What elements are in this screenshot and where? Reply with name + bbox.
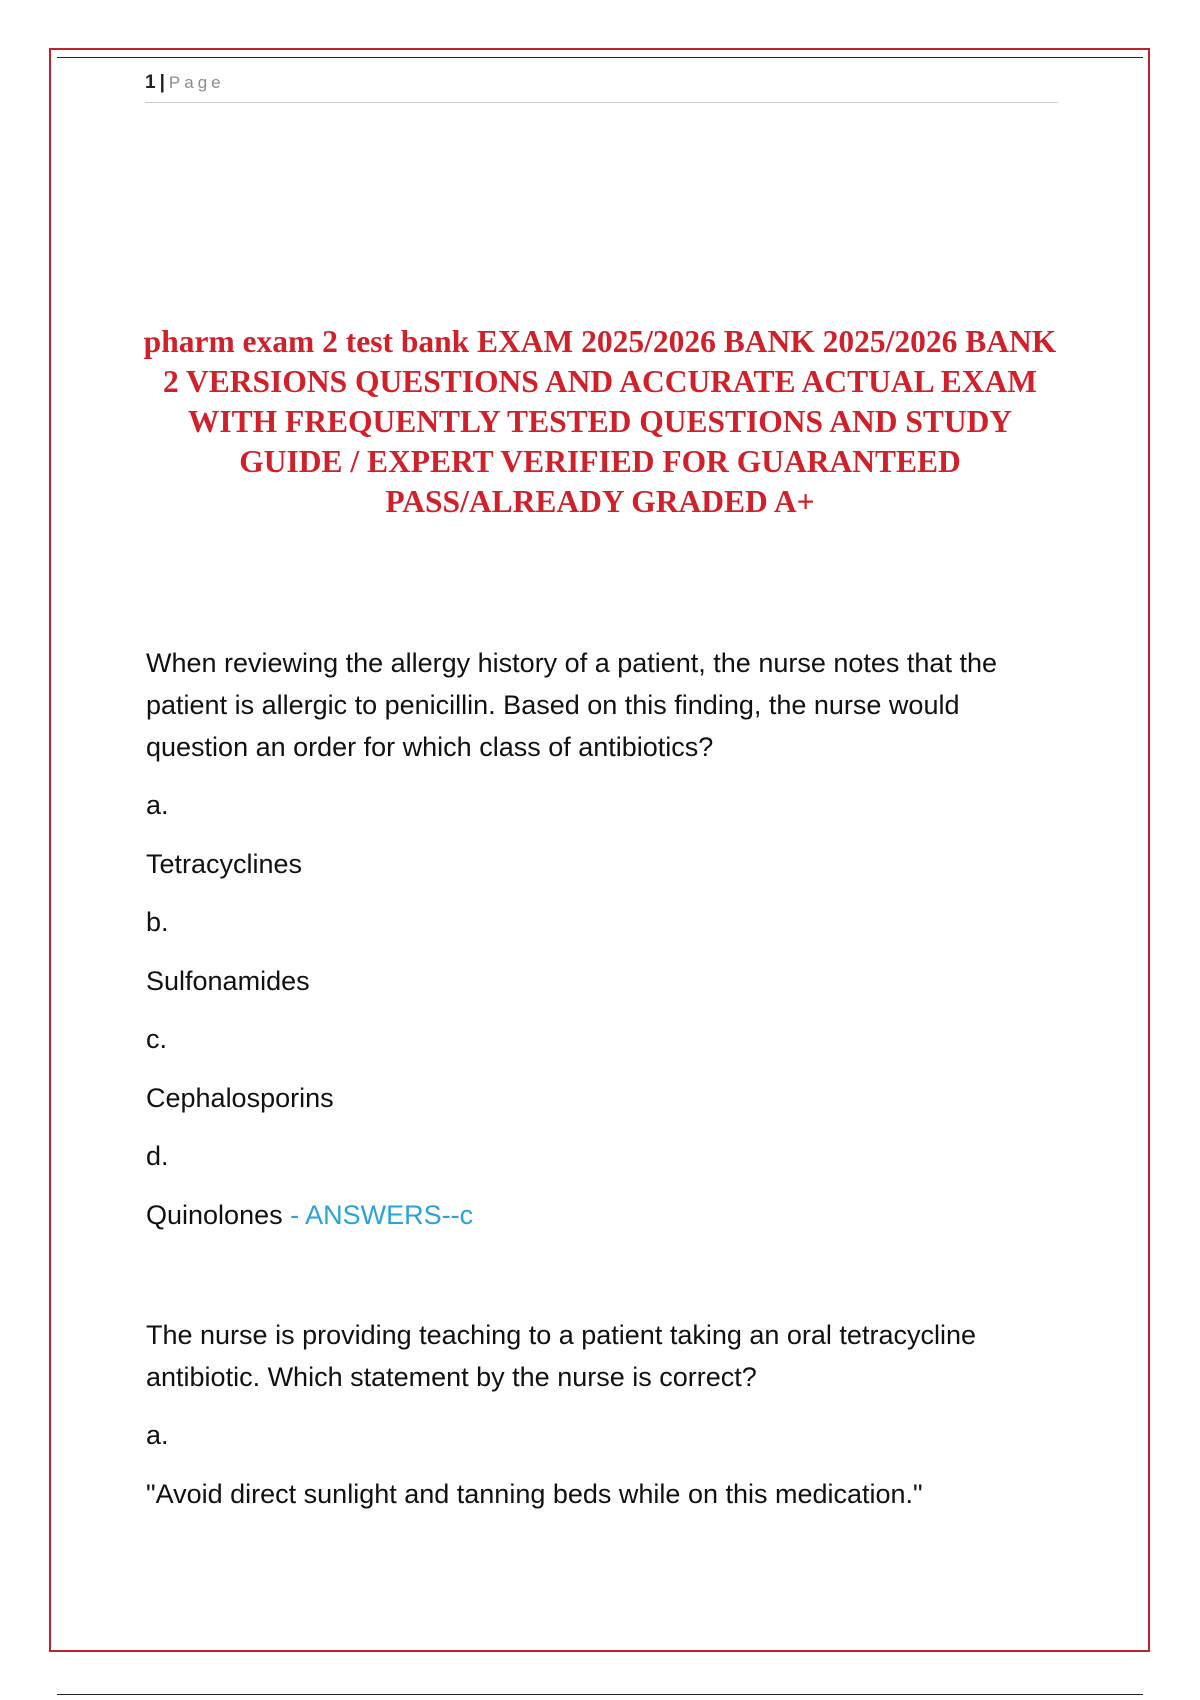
option-text: Tetracyclines — [146, 848, 303, 879]
page-label: Page — [168, 73, 225, 92]
page-number: 1 — [145, 72, 156, 93]
page-separator: | — [159, 72, 165, 93]
option-letter: c. — [146, 1024, 168, 1054]
question-1 — [146, 642, 1066, 1252]
option-letter: b. — [146, 907, 169, 937]
option-letter: a. — [146, 790, 169, 820]
option-letter: a. — [146, 1420, 169, 1450]
question-2 — [146, 1314, 1066, 1531]
top-rule — [57, 57, 1143, 58]
question-stem: When reviewing the allergy history of a patient, the nurse notes that the patient is allergic to penicillin. Based on this finding, the nurse would question an order for which class of antibiotics? — [146, 648, 997, 762]
page-header — [145, 72, 1058, 103]
option-letter: d. — [146, 1141, 169, 1171]
bottom-rule — [57, 1694, 1143, 1695]
question-stem: The nurse is providing teaching to a patient taking an oral tetracycline antibiotic. Which statement by the nurse is correct? — [146, 1320, 976, 1392]
option-text: "Avoid direct sunlight and tanning beds while on this medication." — [146, 1478, 923, 1509]
option-text-with-answer — [146, 1194, 1066, 1253]
answer-key: - ANSWERS--c — [282, 1199, 474, 1230]
option-text: Sulfonamides — [146, 965, 310, 996]
option-text: Cephalosporins — [146, 1082, 334, 1113]
option-text: Quinolones — [146, 1199, 283, 1230]
document-title: pharm exam 2 test bank EXAM 2025/2026 BANK 2025/2026 BANK 2 VERSIONS QUESTIONS AND ACCURATE ACTUAL EXAM WITH FREQUENTLY TESTED QUESTIONS AND STUDY GUIDE / EXPERT VERIFIED FOR GUARANTEED PASS/ALREADY GRADED A+ — [143, 324, 1057, 519]
